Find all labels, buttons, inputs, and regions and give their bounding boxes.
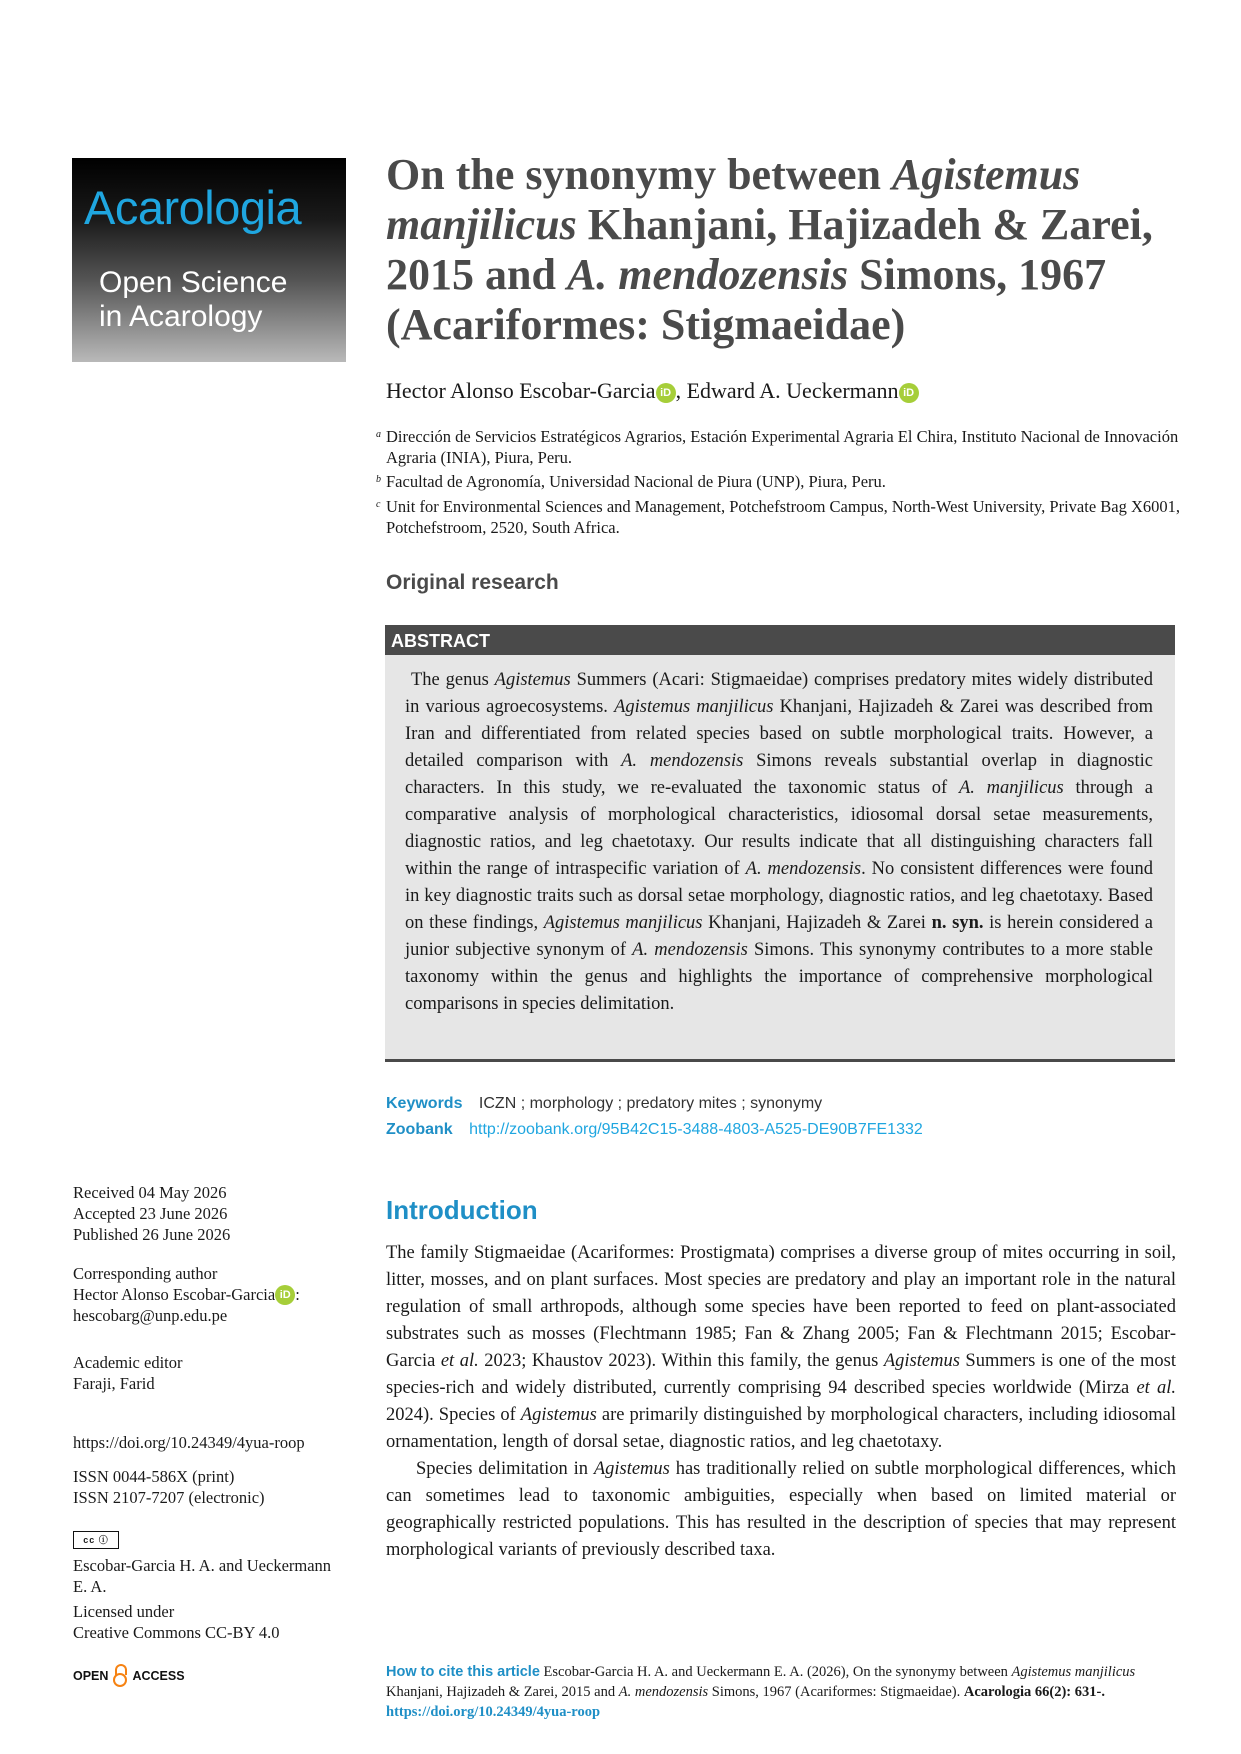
zoobank-row	[386, 1121, 923, 1139]
citation-journal: Acarologia	[963, 1684, 1032, 1700]
open-text: OPEN	[73, 1669, 109, 1683]
abstract-nsyn: n. syn.	[931, 913, 984, 933]
author-separator: ,	[675, 378, 687, 403]
open-lock-icon	[113, 1664, 127, 1686]
intro-taxon: Agistemus	[883, 1351, 960, 1371]
intro-run: The family Stigmaeidae (Acariformes: Prostigmata) comprises a diverse group of mites occurring in soil, litter, mosses, and on plant surfaces. Most species are predatory and play an important role in the natural regulation of small arthropods, although some species have been reported to feed on plant-associated substrates such as mosses (Flechtmann 1985; Fan & Zhang 2005; Fan & Flechtmann 2015; Escobar-Garcia	[386, 1243, 1176, 1371]
abstract-taxon: A. mendozensis	[745, 859, 862, 879]
intro-run: 2024). Species of	[386, 1405, 521, 1425]
issn-block	[73, 1466, 265, 1508]
affiliation-c	[376, 496, 1186, 538]
license-block	[73, 1601, 280, 1643]
editor-name: Faraji, Farid	[73, 1374, 155, 1393]
intro-run: 2023; Khaustov 2023). Within this family, the genus	[478, 1351, 884, 1371]
license-line-1: Licensed under	[73, 1602, 175, 1621]
orcid-icon[interactable]: iD	[899, 383, 919, 403]
abstract-taxon: Agistemus manjilicus	[614, 697, 774, 717]
citation-taxon: A. mendozensis	[618, 1684, 709, 1700]
doi-link[interactable]: https://doi.org/10.24349/4yua-roop	[73, 1433, 305, 1452]
abstract-run: Simons reveals substantial overlap in diagnostic characters. In this study, we re-evaluated the taxonomic status of	[405, 751, 1153, 798]
license-line-2: Creative Commons CC-BY 4.0	[73, 1623, 280, 1642]
corresponding-author-block	[73, 1263, 300, 1326]
introduction-heading: Introduction	[386, 1195, 538, 1225]
abstract-run: Khanjani, Hajizadeh & Zarei was described from Iran and differentiated from related species based on subtle morphological traits. However, a detailed comparison with	[405, 697, 1153, 771]
issn-print: ISSN 0044-586X (print)	[73, 1467, 235, 1486]
citation-taxon: Agistemus manjilicus	[1011, 1664, 1136, 1680]
abstract-run: Khanjani, Hajizadeh & Zarei	[702, 913, 932, 933]
received-date: Received 04 May 2026	[73, 1183, 227, 1202]
keywords-row	[386, 1095, 822, 1113]
intro-run: are primarily distinguished by morphological characters, including idiosomal ornamentation, length of dorsal setae, diagnostic ratios, and leg chaetotaxy.	[386, 1405, 1176, 1452]
intro-taxon: Agistemus	[593, 1459, 670, 1479]
corresponding-name-line	[73, 1284, 300, 1305]
copyright-line-2: E. A.	[73, 1577, 107, 1596]
corresponding-label: Corresponding author	[73, 1264, 218, 1283]
title-text-3: Simons, 1967 (Acariformes: Stigmaeidae)	[386, 250, 1107, 349]
intro-paragraph-2	[386, 1456, 1176, 1564]
intro-taxon: Agistemus	[520, 1405, 597, 1425]
abstract-run: Summers (Acari: Stigmaeidae) comprises predatory mites widely distributed in various agroecosystems.	[405, 670, 1153, 717]
intro-paragraph-1	[386, 1240, 1176, 1456]
affiliation-text: Unit for Environmental Sciences and Management, Potchefstroom Campus, North-West University, Private Bag X6001, Potchefstroom, 2520, South Africa.	[386, 497, 1181, 537]
author-2: Edward A. Ueckermann	[686, 378, 899, 403]
abstract-run: The genus	[411, 670, 495, 690]
title-taxon-2: A. mendozensis	[566, 250, 849, 299]
title-text-2: Khanjani, Hajizadeh & Zarei, 2015 and	[386, 200, 1153, 299]
affiliation-a	[376, 426, 1186, 468]
abstract-taxon: A. manjilicus	[958, 778, 1064, 798]
abstract-taxon: A. mendozensis	[632, 940, 748, 960]
article-type: Original research	[386, 571, 559, 594]
affiliation-mark: b	[376, 474, 381, 485]
copyright-block	[73, 1555, 331, 1597]
accepted-date: Accepted 23 June 2026	[73, 1204, 228, 1223]
abstract-box	[385, 655, 1175, 1062]
orcid-icon[interactable]: iD	[275, 1285, 295, 1305]
abstract-heading: ABSTRACT	[385, 625, 1175, 655]
citation-run: Escobar-Garcia H. A. and Ueckermann E. A. (2026), On the synonymy between	[539, 1664, 1012, 1680]
abstract-taxon: Agistemus	[494, 670, 571, 690]
editor-label: Academic editor	[73, 1353, 183, 1372]
access-text: ACCESS	[132, 1669, 185, 1683]
published-date: Published 26 June 2026	[73, 1225, 231, 1244]
intro-etal: et al.	[440, 1351, 479, 1371]
intro-run: Species delimitation in	[416, 1459, 594, 1479]
dates-block	[73, 1182, 230, 1245]
citation-doi-link[interactable]: https://doi.org/10.24349/4yua-roop	[386, 1704, 601, 1720]
intro-run: Summers is one of the most species-rich and widely distributed, currently comprising 94 described species worldwide (Mirza	[386, 1351, 1177, 1398]
article-title	[386, 150, 1186, 350]
cc-by-badge: cc ⓘ	[73, 1531, 119, 1549]
journal-brand: Acarologia	[84, 181, 302, 234]
author-list	[386, 378, 919, 404]
keywords-label: Keywords	[386, 1095, 463, 1112]
keywords-value: ICZN ; morphology ; predatory mites ; synonymy	[478, 1095, 823, 1112]
citation-block	[386, 1662, 1176, 1722]
abstract-run: Simons. This synonymy contributes to a more stable taxonomy within the genus and highlights the importance of comprehensive morphological comparisons in species delimitation.	[405, 940, 1153, 1014]
issn-electronic: ISSN 2107-7207 (electronic)	[73, 1488, 265, 1507]
corresponding-colon: :	[295, 1285, 300, 1304]
affiliation-mark: a	[376, 429, 381, 440]
journal-tagline	[99, 266, 287, 334]
tagline-line-2: in Acarology	[99, 300, 263, 333]
intro-run: has traditionally relied on subtle morphological differences, which can sometimes lead to taxonomic ambiguities, especially when based on limited material or geographically restricted populations. This has resulted in the description of species that may represent morphological variants of previously described taxa.	[386, 1459, 1176, 1560]
journal-logo	[72, 158, 346, 362]
citation-run: Khanjani, Hajizadeh & Zarei, 2015 and	[386, 1684, 619, 1700]
open-access-logo	[73, 1664, 185, 1686]
copyright-line-1: Escobar-Garcia H. A. and Ueckermann	[73, 1556, 332, 1575]
abstract-taxon: A. mendozensis	[621, 751, 744, 771]
affiliation-mark: c	[376, 499, 381, 510]
intro-etal: et al.	[1136, 1378, 1176, 1398]
author-1: Hector Alonso Escobar-Garcia	[386, 378, 656, 403]
orcid-icon[interactable]: iD	[656, 383, 676, 403]
editor-block	[73, 1352, 183, 1394]
zoobank-label: Zoobank	[386, 1121, 453, 1138]
abstract-run: is herein considered a junior subjective synonym of	[405, 913, 1153, 960]
citation-volume: 66(2): 631-.	[1031, 1684, 1105, 1700]
title-taxon-1: Agistemus manjilicus	[386, 150, 1081, 249]
introduction-body	[386, 1240, 1176, 1564]
zoobank-link[interactable]: http://zoobank.org/95B42C15-3488-4803-A525-DE90B7FE1332	[469, 1121, 923, 1138]
affiliation-text: Dirección de Servicios Estratégicos Agrarios, Estación Experimental Agraria El Chira, Instituto Nacional de Innovación Agraria (INIA), Piura, Peru.	[386, 427, 1179, 467]
abstract-run: through a comparative analysis of morphological characteristics, idiosomal dorsal setae measurements, diagnostic ratios, and leg chaetotaxy. Our results indicate that all distinguishing characters fall within the range of intraspecific variation of	[405, 778, 1153, 879]
title-text-1: On the synonymy between	[386, 150, 893, 199]
abstract-text	[405, 667, 1153, 1018]
abstract-taxon: Agistemus manjilicus	[543, 913, 703, 933]
corresponding-email[interactable]: hescobarg@unp.edu.pe	[73, 1306, 228, 1325]
affiliation-b	[376, 471, 1186, 492]
abstract-run: . No consistent differences were found in key diagnostic traits such as dorsal setae morphology, diagnostic ratios, and leg chaetotaxy. Based on these findings,	[405, 859, 1153, 933]
citation-label: How to cite this article	[386, 1664, 540, 1680]
tagline-line-1: Open Science	[99, 266, 288, 299]
citation-run: Simons, 1967 (Acariformes: Stigmaeidae).	[708, 1684, 964, 1700]
affiliation-text: Facultad de Agronomía, Universidad Nacional de Piura (UNP), Piura, Peru.	[386, 472, 886, 491]
corresponding-name: Hector Alonso Escobar-Garcia	[73, 1285, 276, 1304]
